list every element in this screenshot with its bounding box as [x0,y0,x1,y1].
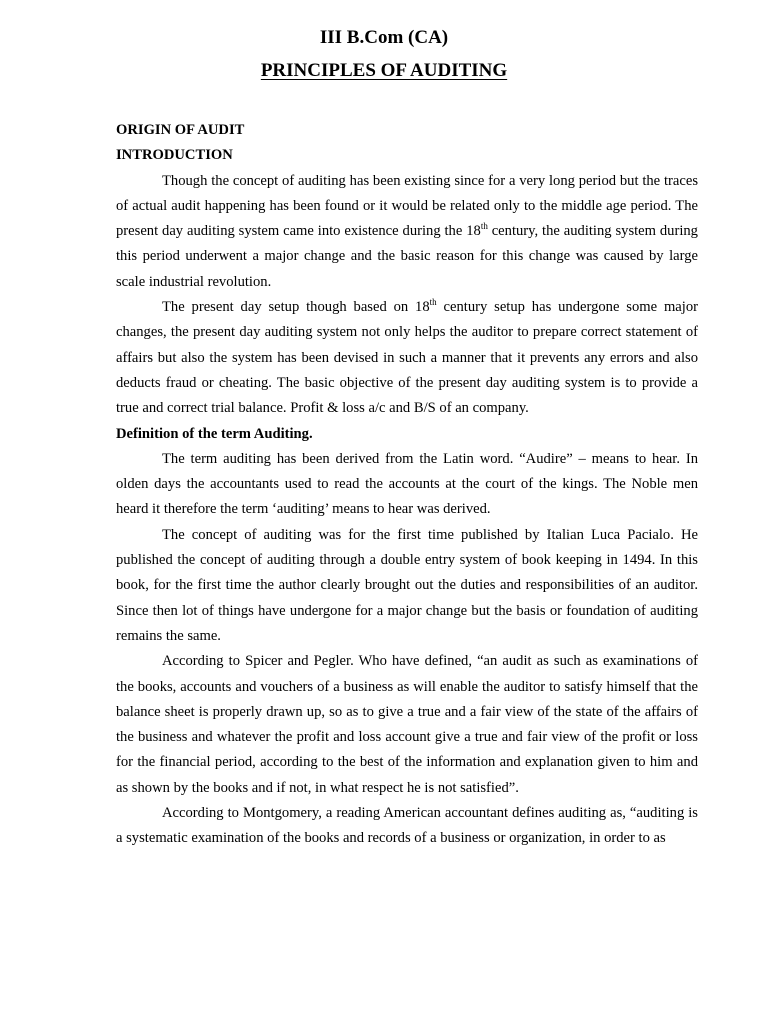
subject-title: PRINCIPLES OF AUDITING [260,60,508,81]
paragraph-setup-text-a: The present day setup though based on 18 [162,299,430,316]
class-title: III B.Com (CA) [319,27,449,48]
paragraph-spicer-pegler: According to Spicer and Pegler. Who have defined, “an audit as such as examinations of the books, accounts and vouchers of a business as will enable the auditor to satisfy himself that the balance sheet is properly drawn up, so as to give a true and a fair view of the state of the affairs of the business and whatever the profit and loss account give a true and fair view of the profit or loss for the financial period, according to the best of the information and explanation given to him and as shown by the books and if not, in what respect he is not satisfied”. [116,653,698,796]
paragraph-setup-text-b: century setup has undergone some major changes, the present day auditing system not only helps the auditor to prepare correct statement of affairs but also the system has been devised in such a manner that it prevents any errors and also deducts fraud or cheating. The basic objective of the present day auditing system is to provide a true and correct trial balance. Profit & loss a/c and B/S of an company. [116,299,698,417]
paragraph-origin [116,169,698,295]
paragraph-latin-origin: The term auditing has been derived from the Latin word. “Audire” – means to hear. In olden days the accountants used to read the accounts at the court of the kings. The Noble men heard it therefore the term ‘auditing’ means to hear was derived. [116,450,698,518]
definition-heading: Definition of the term Auditing. [116,425,313,442]
paragraph-montgomery: According to Montgomery, a reading American accountant defines auditing as, “auditing is a systematic examination of the books and records of a business or organization, in order to as [116,805,698,847]
ordinal-suffix: th [480,221,488,232]
document-body [116,118,698,852]
ordinal-suffix: th [429,297,437,308]
origin-heading: ORIGIN OF AUDIT [116,122,245,138]
paragraph-origin-text-b: century, the auditing system during this period underwent a major change and the basic reason for this change was caused by large scale industrial revolution. [116,223,698,290]
paragraph-present-day-setup [116,295,698,421]
paragraph-luca-pacialo: The concept of auditing was for the first time published by Italian Luca Pacialo. He published the concept of auditing through a double entry system of book keeping in 1494. In this book, for the first time the author clearly brought out the duties and responsibilities of an auditor. Since then lot of things have undergone for a major change but the basis or foundation of auditing remains the same. [116,526,698,644]
introduction-heading: INTRODUCTION [116,147,233,164]
paragraph-origin-text-a: Though the concept of auditing has been existing since for a very long period but the traces of actual audit happening has been found or it would be related only to the middle age period. The present day auditing system came into existence during the 18 [116,172,698,240]
